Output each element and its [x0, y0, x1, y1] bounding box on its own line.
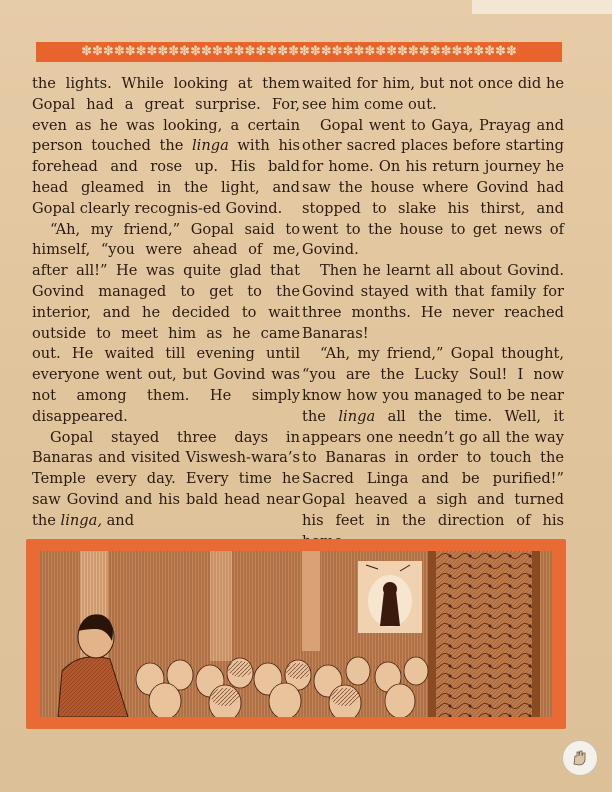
left-paragraph-1 [32, 74, 300, 220]
left-paragraph-3 [32, 428, 300, 532]
page-corner [472, 0, 612, 14]
temple-illustration [40, 551, 552, 717]
italic-word: linga [192, 137, 229, 155]
text-run: with his forehead and rose up. His bald head gleamed in the light, and Gopal clearly recognis-ed Govind. [32, 137, 301, 217]
italic-word: linga, [60, 511, 102, 529]
publisher-seal [562, 740, 598, 776]
text-run: all the time. Well, it appears one needn’t go all the way to Banaras in order to touch the Sacred Linga and be purified!” Gopal heaved a sigh and turned his feet in the direction of his [302, 407, 565, 529]
italic-word: linga [338, 407, 376, 425]
border-pattern: ✽✽✽✽✽✽✽✽✽✽✽✽✽✽✽✽✽✽✽✽✽✽✽✽✽✽✽✽✽✽✽✽✽✽✽✽✽✽✽✽ [81, 44, 517, 59]
left-paragraph-2: “Ah, my friend,” Gopal said to himself, “you were ahead of me, after all!” He was quite glad that Govind managed to get to the interior, and he decided to wait outside to meet him as he came out. He waited till evening until everyone went out, but Govind was not among them. He simply disappeared. [32, 220, 300, 425]
hand-logo-icon [568, 746, 592, 770]
text-run: “Ah, my friend,” Gopal thought, “you are the Lucky Soul! I now know how you managed to be near the [302, 345, 564, 425]
decorative-border [36, 42, 562, 62]
text-run: and [106, 511, 135, 529]
text-run: Gopal stayed three days in Banaras and visited Viswesh-wara’s Temple every day. Every time he saw Govind and his bald head near the [32, 428, 300, 529]
left-column [32, 74, 300, 532]
right-paragraph-2: Gopal went to Gaya, Prayag and other sacred places before starting for home. On his return journey he saw the house where Govind had stopped to slake his thirst, and went to the house to get news of Govind. [302, 116, 564, 259]
right-column [302, 74, 564, 552]
temple-scene-image [40, 551, 552, 717]
right-paragraph-1: waited for him, but not once did he see him come out. [302, 75, 564, 113]
right-paragraph-3: Then he learnt all about Govind. Govind stayed with that family for three months. He never reached Banaras! [302, 262, 564, 342]
text-run: the lights. While looking at them Gopal had a great surprise. For, even as he was looking, a certain person touched the [32, 75, 300, 155]
illustration-frame [26, 539, 566, 729]
right-paragraph-4 [302, 344, 564, 552]
